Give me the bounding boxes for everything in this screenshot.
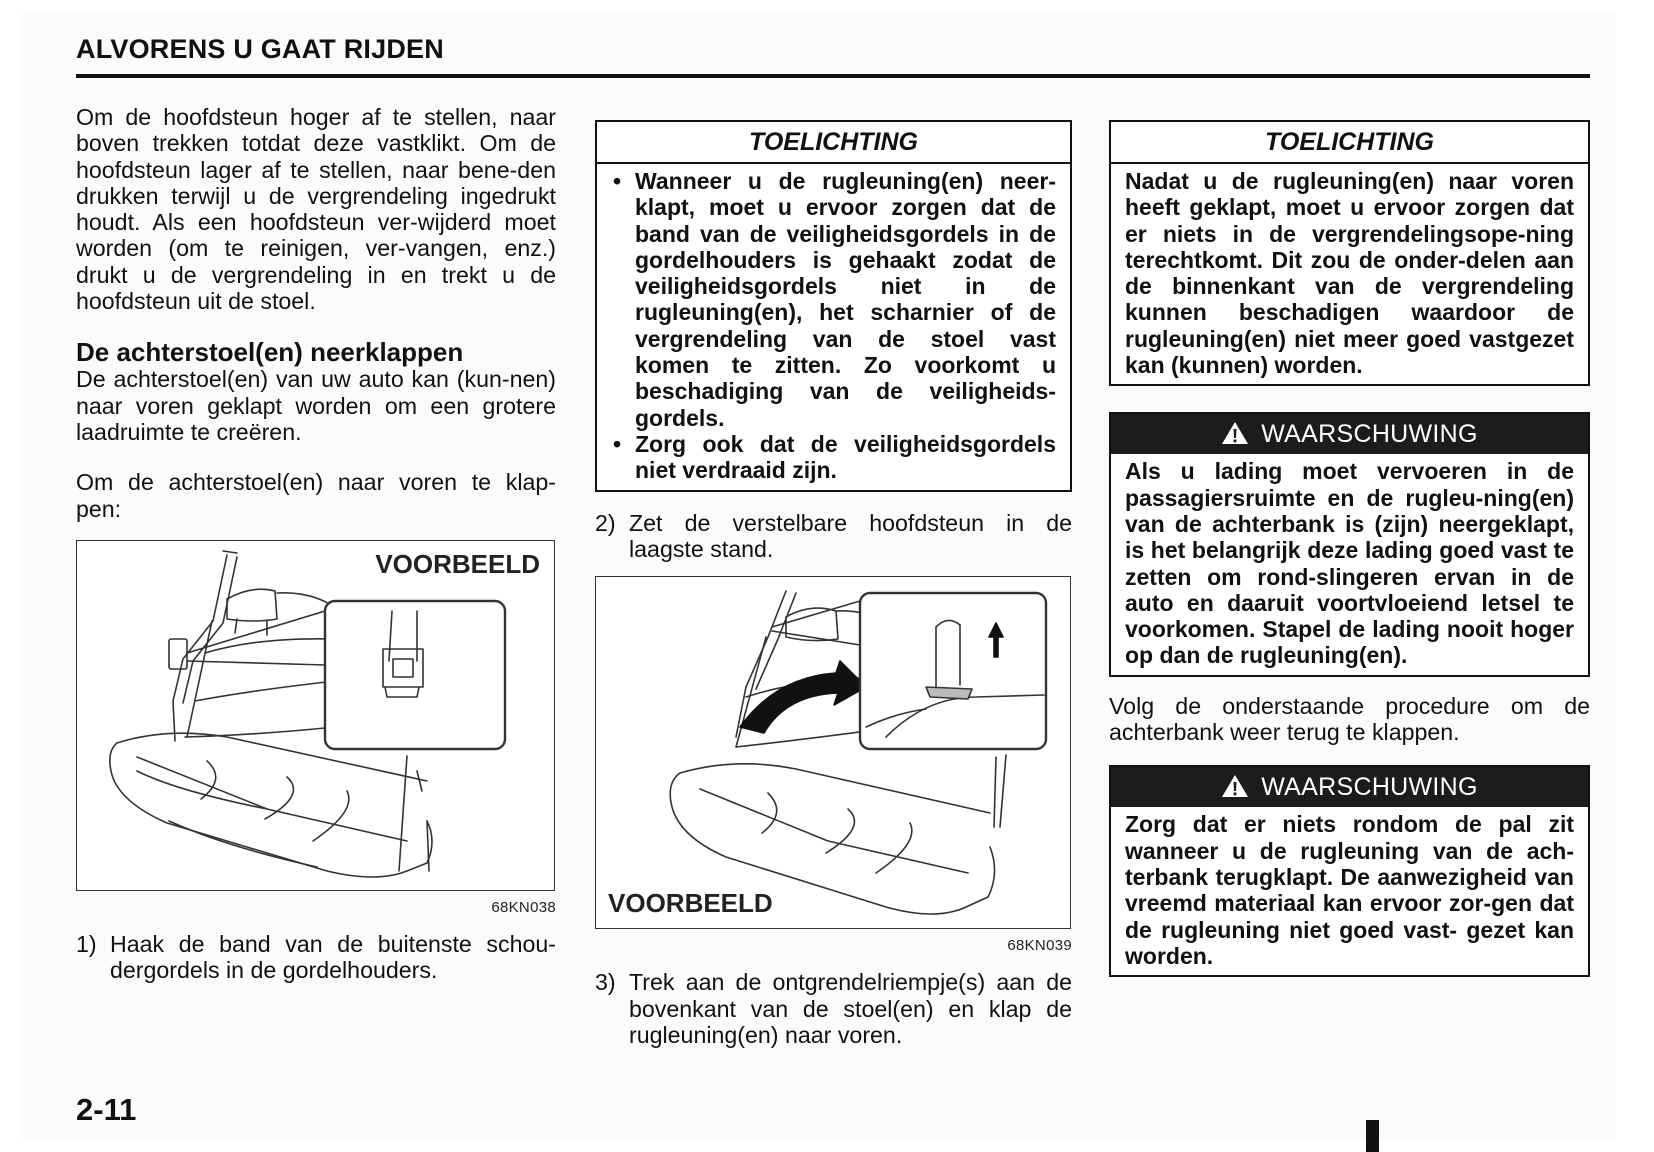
note-item: • Wanneer u de rugleuning(en) neer-klapt, moet u ervoor zorgen dat de band van de veiligheidsgordels in de gordelhouders is gehaakt zodat de veiligheidsgordels niet in de rugleuning(en), het scharnier of de vergrendeling van de stoel vast komen te zitten. Zo voorkomt u beschadiging van de veiligheids-gordels. bbox=[611, 168, 1056, 431]
figure-seatbelt-holder bbox=[76, 540, 555, 891]
step-1: 1) Haak de band van de buitenste schou- dergordels in de gordelhouders. bbox=[76, 931, 556, 984]
warning-text: Als u lading moet vervoeren in de passagiersruimte en de rugleu-ning(en) van de achterbank is (zijn) neergeklapt, is het belangrijk deze lading goed vast te zetten om rond-slingeren ervan in de auto en daaruit voortvloeiend letsel te voorkomen. Stapel de lading nooit hoger op dan de rugleuning(en). bbox=[1125, 458, 1574, 669]
step-2: 2) Zet de verstelbare hoofdsteun in de laagste stand. bbox=[595, 509, 1072, 562]
figure-label: VOORBEELD bbox=[375, 548, 540, 579]
seat-illustration bbox=[77, 541, 554, 890]
fold-intro-paragraph: Om de achterstoel(en) naar voren te klap- pen: bbox=[76, 469, 556, 522]
warning-triangle-icon bbox=[1221, 421, 1249, 445]
section-paragraph: De achterstoel(en) van uw auto kan (kun-nen) naar voren geklapt worden om een grotere laadruimte te creëren. bbox=[76, 366, 556, 445]
page-edge-marker bbox=[1366, 1120, 1379, 1152]
header-rule bbox=[76, 74, 1590, 78]
warning-triangle-icon bbox=[1221, 774, 1249, 798]
note-box bbox=[595, 120, 1072, 492]
figure-code: 68KN039 bbox=[1007, 937, 1072, 955]
figure-code: 68KN038 bbox=[491, 898, 556, 916]
section-title: De achterstoel(en) neerklappen bbox=[76, 337, 464, 368]
page-header-title: ALVORENS U GAAT RIJDEN bbox=[76, 34, 444, 64]
step-3: 3) Trek aan de ontgrendelriempje(s) aan de bovenkant van de stoel(en) en klap de rugleuning(en) naar voren. bbox=[595, 969, 1072, 1049]
intro-paragraph: Om de hoofdsteun hoger af te stellen, naar boven trekken totdat deze vastklikt. Om de hoofdsteun lager af te stellen, naar bene-den drukken terwijl u de vergrendeling ingedrukt houdt. Als een hoofdsteun ver-wijderd moet worden (om te reinigen, ver-vangen, enz.) drukt u de vergrendeling in en trekt u de hoofdsteun uit de stoel. bbox=[76, 104, 556, 315]
note-text: Nadat u de rugleuning(en) naar voren heeft geklapt, moet u ervoor zorgen dat er niets in de vergrendelingsope-ning terechtkomt. Dit zou de onder-delen aan de binnenkant van de vergrendeling kunnen beschadigen waardoor de rugleuning(en) niet meer goed vastgezet kan (kunnen) worden. bbox=[1125, 168, 1574, 379]
note-box bbox=[1109, 120, 1590, 386]
figure-fold-backrest bbox=[595, 576, 1071, 929]
warning-box bbox=[1109, 412, 1590, 676]
seat-fold-illustration bbox=[596, 577, 1070, 928]
note-title: TOELICHTING bbox=[1111, 122, 1588, 164]
note-item: • Zorg ook dat de veiligheidsgordels niet verdraaid zijn. bbox=[611, 431, 1056, 484]
column-right bbox=[1109, 120, 1590, 977]
figure-label: VOORBEELD bbox=[608, 887, 773, 918]
warning-title: WAARSCHUWING bbox=[1111, 414, 1588, 454]
column-middle bbox=[595, 120, 1072, 1048]
warning-box bbox=[1109, 765, 1590, 977]
procedure-paragraph: Volg de onderstaande procedure om de achterbank weer terug te klappen. bbox=[1109, 692, 1590, 746]
warning-text: Zorg dat er niets rondom de pal zit wanneer u de rugleuning van de ach-terbank terugklapt. De aanwezigheid van vreemd materiaal kan ervoor zor-gen dat de rugleuning niet goed vast- gezet kan worden. bbox=[1125, 811, 1574, 969]
page-number: 2-11 bbox=[76, 1092, 137, 1127]
note-title: TOELICHTING bbox=[597, 122, 1070, 164]
warning-title: WAARSCHUWING bbox=[1111, 767, 1588, 807]
column-left bbox=[76, 104, 556, 984]
